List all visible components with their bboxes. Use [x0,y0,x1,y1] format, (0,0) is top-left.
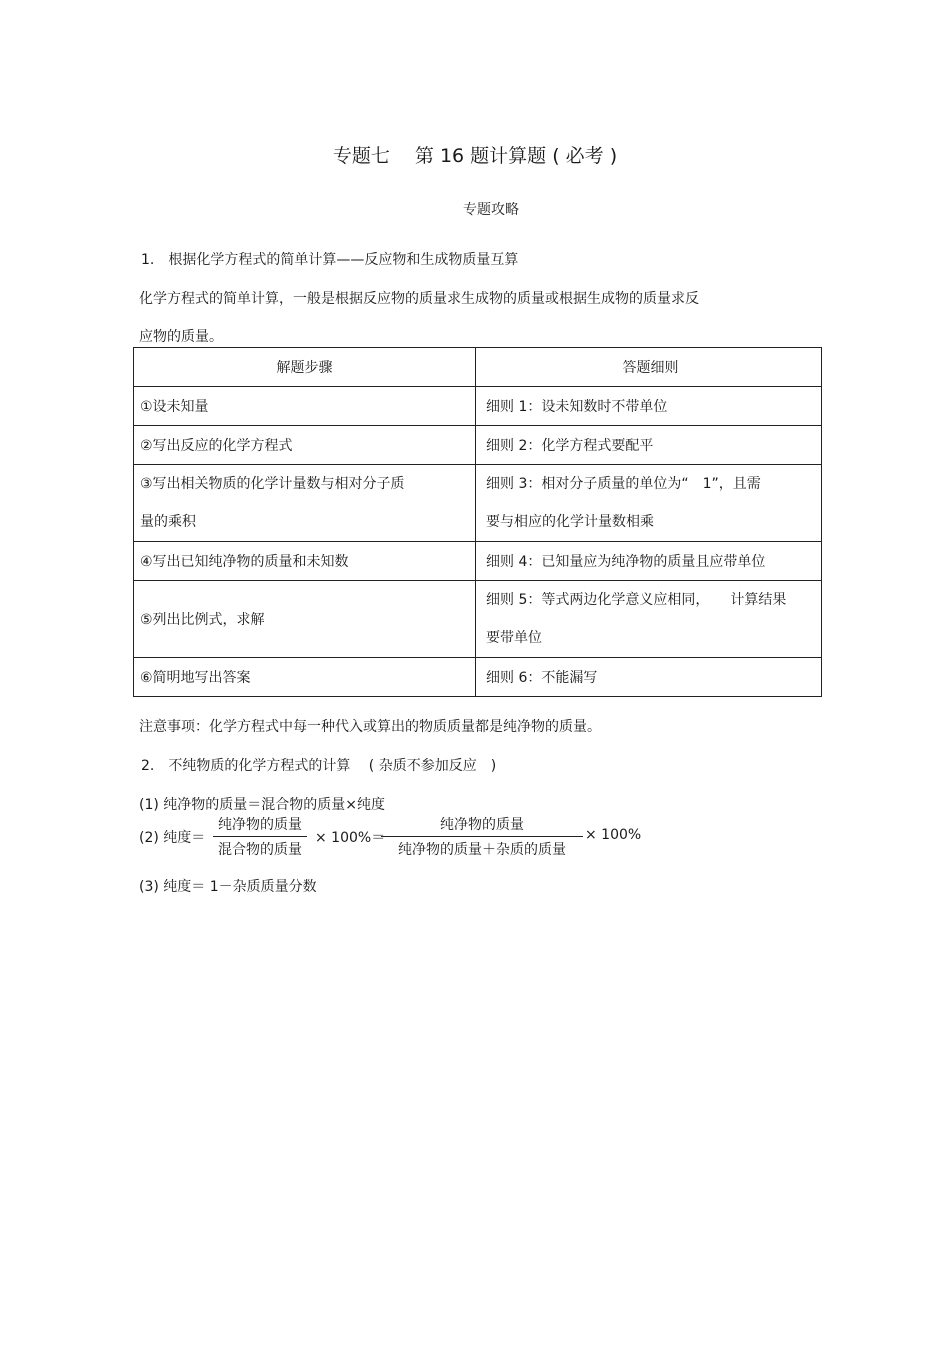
fraction-pure-over-mixture [213,814,307,859]
step-cell: ⑥简明地写出答案 [134,658,476,697]
table-row [134,581,822,658]
table-row [134,658,822,697]
step-cell-line: ③写出相关物质的化学计量数与相对分子质 [140,476,405,492]
section1-intro-line1: 化学方程式的简单计算，一般是根据反应物的质量求生成物的质量或根据生成物的质量求反 [139,291,699,307]
table-row [134,542,822,581]
rule-cell-line: 细则 5：等式两边化学意义应相同， 计算结果 [486,592,787,608]
rule-cell-line: 细则 3：相对分子质量的单位为“ 1”，且需 [486,476,761,492]
table-row [134,387,822,426]
fraction-denominator: 混合物的质量 [218,842,302,858]
fraction-numerator: 纯净物的质量 [213,814,307,837]
section1-heading: 1. 根据化学方程式的简单计算——反应物和生成物质量互算 [141,252,519,268]
rule-cell: 细则 1：设未知数时不带单位 [476,387,822,426]
page-title: 专题七 第 16 题计算题 ( 必考 ) [332,145,618,167]
purity-item-3: (3) 纯度＝ 1－杂质质量分数 [139,879,317,895]
rule-cell [476,465,822,542]
times-100-suffix: × 100% [585,827,642,843]
table-row [134,465,822,542]
steps-table [133,347,822,697]
rule-cell [476,581,822,658]
table-header-steps: 解题步骤 [134,348,476,387]
rule-cell-line: 要与相应的化学计量数相乘 [486,514,654,530]
step-cell: ④写出已知纯净物的质量和未知数 [134,542,476,581]
step-cell-line: 量的乘积 [140,514,196,530]
section-subtitle: 专题攻略 [463,202,519,218]
note-text: 注意事项：化学方程式中每一种代入或算出的物质质量都是纯净物的质量。 [139,719,601,735]
step-cell: ②写出反应的化学方程式 [134,426,476,465]
rule-cell: 细则 2：化学方程式要配平 [476,426,822,465]
fraction-denominator: 纯净物的质量＋杂质的质量 [398,842,566,858]
times-100-equals: × 100%＝ [315,830,386,846]
rule-cell-line: 要带单位 [486,630,542,646]
section2-heading: 2. 不纯物质的化学方程式的计算 ( 杂质不参加反应 ) [141,758,497,774]
rule-cell: 细则 4：已知量应为纯净物的质量且应带单位 [476,542,822,581]
table-header-rules: 答题细则 [476,348,822,387]
step-cell [134,465,476,542]
purity-item-2-prefix: (2) 纯度＝ [139,830,206,846]
fraction-numerator: 纯净物的质量 [381,814,583,837]
rule-cell: 细则 6：不能漏写 [476,658,822,697]
table-header-row [134,348,822,387]
step-cell: ①设未知量 [134,387,476,426]
purity-item-1: (1) 纯净物的质量＝混合物的质量×纯度 [139,797,386,813]
section1-intro-line2: 应物的质量。 [139,329,223,345]
table-row [134,426,822,465]
fraction-pure-over-total [381,814,583,859]
step-cell: ⑤列出比例式，求解 [134,581,476,658]
